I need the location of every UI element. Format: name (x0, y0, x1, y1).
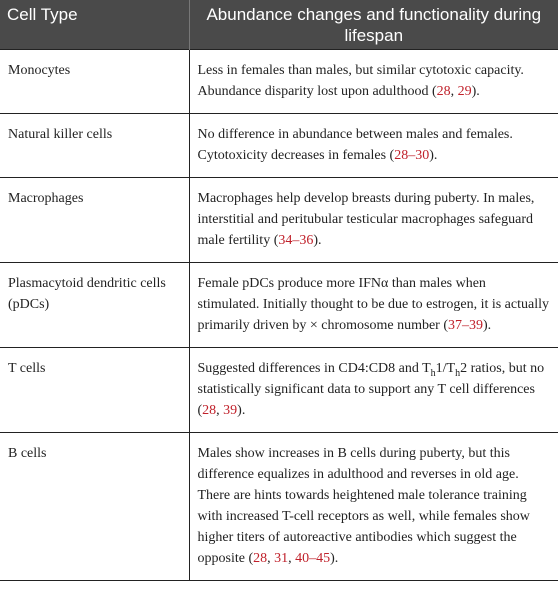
description-text: Males show increases in B cells during puberty, but this difference equalizes in adulthood and reverses in old age. There are hints towards heightened male tolerance training with increased T-cell receptors as well, while females show higher titers of autoreactive antibodies which suggest the opposite ( (197, 446, 530, 566)
reference-link[interactable]: 28 (436, 84, 451, 99)
cell-type-name: Monocytes (0, 50, 189, 114)
subscript-h: h (430, 367, 436, 379)
cell-type-name: Plasmacytoid dendritic cells (pDCs) (0, 263, 189, 348)
cell-type-name: B cells (0, 433, 189, 581)
cell-type-name: Macrophages (0, 178, 189, 263)
description-text: ). (330, 551, 339, 566)
cell-description: Suggested differences in CD4:CD8 and $T_h1/T_h2$ ratios, but no statistically significant data to support any T cell differences (28, 39). (189, 348, 558, 433)
description-text: 2 ratios, but no statistically significant data to support any T cell differences ( (197, 361, 545, 418)
table-row (0, 348, 558, 433)
table-row (0, 114, 558, 178)
description-text: ). (429, 148, 438, 163)
description-text: ). (237, 403, 246, 418)
cell-description: Males show increases in B cells during puberty, but this difference equalizes in adulthood and reverses in old age. There are hints towards heightened male tolerance training with increased T-cell receptors as well, while females show higher titers of autoreactive antibodies which suggest the opposite (28, 31, 40–45). (189, 433, 558, 581)
description-text: No difference in abundance between males and females. Cytotoxicity decreases in females ( (197, 127, 513, 163)
reference-link[interactable]: 28 (253, 551, 268, 566)
reference-link[interactable]: 28 (202, 403, 217, 418)
cell-description (189, 178, 558, 263)
table-row (0, 433, 558, 581)
cell-description (189, 114, 558, 178)
table-row (0, 178, 558, 263)
subscript-h: h (455, 367, 461, 379)
description-text: ). (483, 318, 492, 333)
reference-link[interactable]: 39 (223, 403, 238, 418)
header-abundance: Abundance changes and functionality during lifespan (189, 0, 558, 50)
reference-link[interactable]: 28–30 (394, 148, 430, 163)
description-text: Less in females than males, but similar cytotoxic capacity. Abundance disparity lost upon adulthood ( (197, 63, 524, 99)
header-row (0, 0, 558, 50)
cell-type-name: T cells (0, 348, 189, 433)
description-text: ). (313, 233, 322, 248)
description-text: Suggested differences in CD4:CD8 and T (197, 361, 431, 376)
reference-link[interactable]: 37–39 (448, 318, 484, 333)
reference-link[interactable]: 31 (274, 551, 289, 566)
reference-link[interactable]: 29 (457, 84, 472, 99)
cell-description (189, 263, 558, 348)
description-text: ). (471, 84, 480, 99)
description-text: 1/T (435, 361, 456, 376)
header-cell-type: Cell Type (0, 0, 189, 50)
table-row (0, 50, 558, 114)
description-text: Female pDCs produce more IFNα than males when stimulated. Initially thought to be due to estrogen, it is actually primarily driven by × chromosome number ( (197, 276, 549, 333)
reference-link[interactable]: 40–45 (295, 551, 331, 566)
description-text: Macrophages help develop breasts during puberty. In males, interstitial and peritubular testicular macrophages safeguard male fertility ( (197, 191, 535, 248)
cell-type-name: Natural killer cells (0, 114, 189, 178)
cell-description: Less in females than males, but similar cytotoxic capacity. Abundance disparity lost upon adulthood (28, 29). (189, 50, 558, 114)
table-row (0, 263, 558, 348)
reference-link[interactable]: 34–36 (278, 233, 314, 248)
